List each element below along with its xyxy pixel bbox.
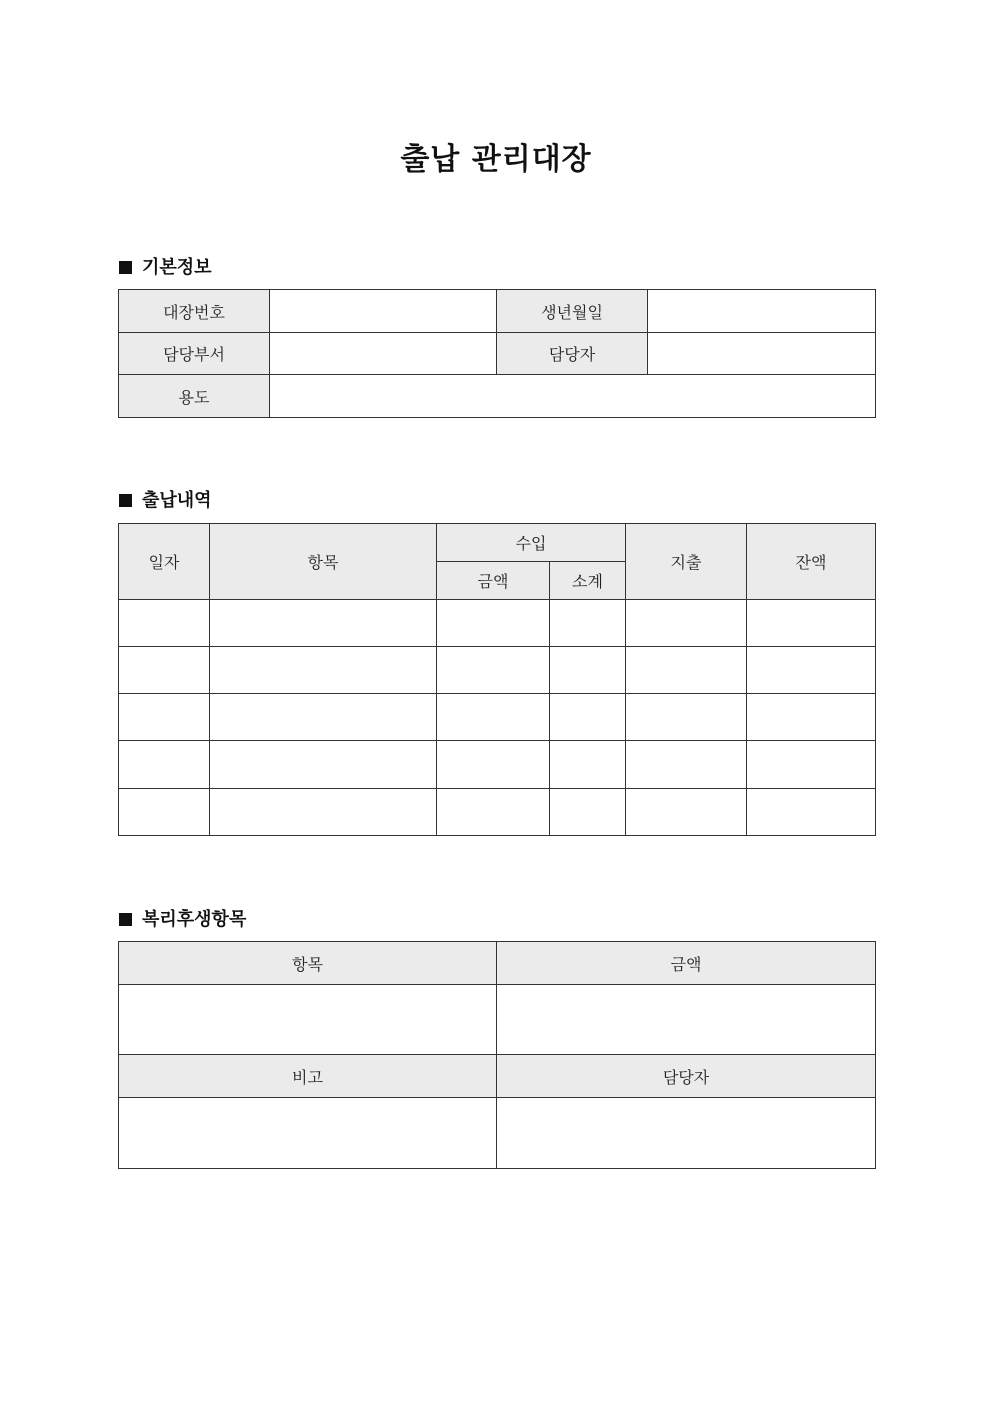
cell[interactable]	[550, 600, 626, 647]
cell[interactable]	[747, 789, 876, 836]
ledger-no-label: 대장번호	[119, 290, 270, 333]
welfare-amount-field[interactable]	[497, 985, 876, 1055]
cell[interactable]	[210, 647, 437, 694]
welfare-manager-field[interactable]	[497, 1098, 876, 1169]
table-row	[119, 741, 876, 789]
cell[interactable]	[119, 741, 210, 789]
table-row	[119, 789, 876, 836]
cell[interactable]	[550, 789, 626, 836]
cell[interactable]	[550, 741, 626, 789]
col-expense: 지출	[626, 524, 747, 600]
welfare-manager-header: 담당자	[497, 1055, 876, 1098]
section-heading-ledger	[119, 486, 212, 512]
welfare-remarks-field[interactable]	[119, 1098, 497, 1169]
col-income: 수입	[437, 524, 626, 562]
section-heading-basic	[119, 253, 212, 279]
page-title: 출납 관리대장	[400, 142, 592, 177]
cell[interactable]	[210, 600, 437, 647]
col-item: 항목	[210, 524, 437, 600]
ledger-table	[118, 523, 876, 836]
cell[interactable]	[747, 600, 876, 647]
table-row	[119, 647, 876, 694]
section-ledger-label: 출납내역	[142, 490, 212, 511]
cell[interactable]	[626, 694, 747, 741]
cell[interactable]	[747, 694, 876, 741]
welfare-item-field[interactable]	[119, 985, 497, 1055]
col-balance: 잔액	[747, 524, 876, 600]
cell[interactable]	[119, 600, 210, 647]
cell[interactable]	[550, 647, 626, 694]
cell[interactable]	[119, 694, 210, 741]
square-bullet-icon	[119, 913, 132, 926]
welfare-table	[118, 941, 876, 1169]
basic-info-table	[118, 289, 876, 418]
purpose-field[interactable]	[270, 375, 876, 418]
section-basic-label: 기본정보	[142, 257, 212, 278]
cell[interactable]	[119, 647, 210, 694]
col-date: 일자	[119, 524, 210, 600]
cell[interactable]	[210, 694, 437, 741]
cell[interactable]	[626, 789, 747, 836]
cell[interactable]	[437, 694, 550, 741]
birth-date-field[interactable]	[648, 290, 876, 333]
cell[interactable]	[626, 741, 747, 789]
department-field[interactable]	[270, 333, 497, 375]
cell[interactable]	[437, 647, 550, 694]
cell[interactable]	[437, 789, 550, 836]
welfare-amount-header: 금액	[497, 942, 876, 985]
cell[interactable]	[626, 600, 747, 647]
cell[interactable]	[747, 647, 876, 694]
cell[interactable]	[210, 789, 437, 836]
section-welfare-label: 복리후생항목	[142, 909, 247, 930]
purpose-label: 용도	[119, 375, 270, 418]
cell[interactable]	[747, 741, 876, 789]
cell[interactable]	[437, 600, 550, 647]
manager-label: 담당자	[497, 333, 648, 375]
cell[interactable]	[550, 694, 626, 741]
welfare-remarks-header: 비고	[119, 1055, 497, 1098]
square-bullet-icon	[119, 494, 132, 507]
cell[interactable]	[119, 789, 210, 836]
manager-field[interactable]	[648, 333, 876, 375]
table-row	[119, 694, 876, 741]
welfare-item-header: 항목	[119, 942, 497, 985]
cell[interactable]	[626, 647, 747, 694]
department-label: 담당부서	[119, 333, 270, 375]
cell[interactable]	[437, 741, 550, 789]
col-income-subtotal: 소계	[550, 562, 626, 600]
section-heading-welfare	[119, 905, 246, 931]
square-bullet-icon	[119, 261, 132, 274]
col-income-amount: 금액	[437, 562, 550, 600]
birth-date-label: 생년월일	[497, 290, 648, 333]
table-row	[119, 600, 876, 647]
cell[interactable]	[210, 741, 437, 789]
ledger-no-field[interactable]	[270, 290, 497, 333]
